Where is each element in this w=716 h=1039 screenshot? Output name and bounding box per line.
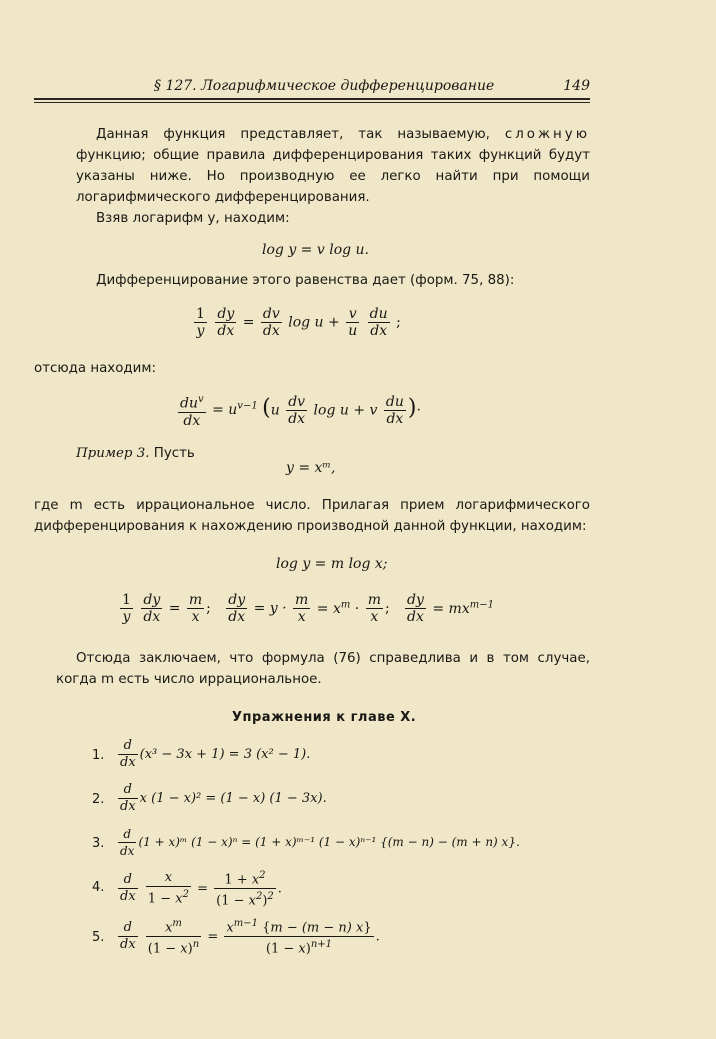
paragraph-irrational: где m есть иррациональное число. Прилагая прием логарифмического дифференцирования к нахождению производной данной функции, находим: bbox=[34, 498, 590, 534]
exercise-5: $\frac{d}{dx}$ $\frac{x^m}{(1 - x)^n}$ = $\frac{x^{m-1} \{m - (m - n) x\}}{(1 - x)^{n+1}}$ . bbox=[120, 918, 380, 957]
header-rule-thin bbox=[34, 102, 590, 103]
paragraph-take-log: Взяв логарифм y, находим: bbox=[96, 211, 290, 226]
exercise-2: $\frac{d}{dx}$ x (1 − x)² = (1 − x) (1 − 3x). bbox=[120, 782, 327, 814]
formula-y-xm: y = xᵐ, bbox=[286, 460, 336, 476]
formula-power-derivative: $\frac{du^v}{dx}$ = $u^{v-1}$ (u $\frac{dv}{dx}$ log u + v $\frac{du}{dx}$ )· bbox=[180, 393, 421, 429]
formula-log-y-m: log y = m log x; bbox=[276, 556, 388, 572]
exercise-1: $\frac{d}{dx}$ (x³ − 3x + 1) = 3 (x² − 1). bbox=[120, 738, 311, 770]
header-title: § 127. Логарифмическое дифференцирование bbox=[154, 78, 495, 94]
exercise-number: 2. bbox=[92, 792, 105, 807]
exercise-4: $\frac{d}{dx}$ $\frac{x}{1 - x^2}$ = $\frac{1 + x^2}{(1 - x^2)^2}$ . bbox=[120, 870, 282, 909]
header-rule bbox=[34, 98, 590, 100]
paragraph-hence: отсюда находим: bbox=[34, 361, 156, 376]
running-header bbox=[34, 74, 590, 96]
formula-log-y: log y = v log u. bbox=[262, 242, 370, 258]
paragraph-example: Пример 3. Пусть bbox=[76, 446, 195, 461]
exercises-title: Упражнения к главе X. bbox=[232, 710, 417, 725]
exercise-number: 3. bbox=[92, 836, 105, 851]
paragraph-intro: Данная функция представляет, так называемую, сложную функцию; общие правила дифференцирования таких функций будут указаны ниже. Но производную ее легко найти при помощи логарифмического дифференцирования. bbox=[76, 127, 590, 205]
paragraph-conclusion: Отсюда заключаем, что формула (76) справедлива и в том случае, когда m есть число иррациональное. bbox=[56, 651, 590, 687]
paragraph-differentiation: Дифференцирование этого равенства дает (форм. 75, 88): bbox=[96, 273, 515, 288]
exercise-number: 5. bbox=[92, 930, 105, 945]
formula-derivative-log: $\frac{1}{y}$ $\frac{dy}{dx}$ = $\frac{dv}{dx}$ log u + $\frac{v}{u}$ $\frac{du}{dx}$ ; bbox=[196, 306, 401, 339]
exercise-number: 4. bbox=[92, 880, 105, 895]
exercise-number: 1. bbox=[92, 748, 105, 763]
page-number: 149 bbox=[563, 78, 590, 94]
exercise-3: $\frac{d}{dx}$ (1 + x)ᵐ (1 − x)ⁿ = (1 + x)ᵐ⁻¹ (1 − x)ⁿ⁻¹ {(m − n) − (m + n) x}. bbox=[120, 827, 520, 858]
formula-derivative-xm: $\frac{1}{y}$ $\frac{dy}{dx}$ = $\frac{m}{x}$ ; $\frac{dy}{dx}$ = y · $\frac{m}{x}$ = $x^m$ · $\frac{m}{x}$ ; $\frac{dy}{dx}$ = $mx^{m-1}$ bbox=[122, 592, 494, 625]
